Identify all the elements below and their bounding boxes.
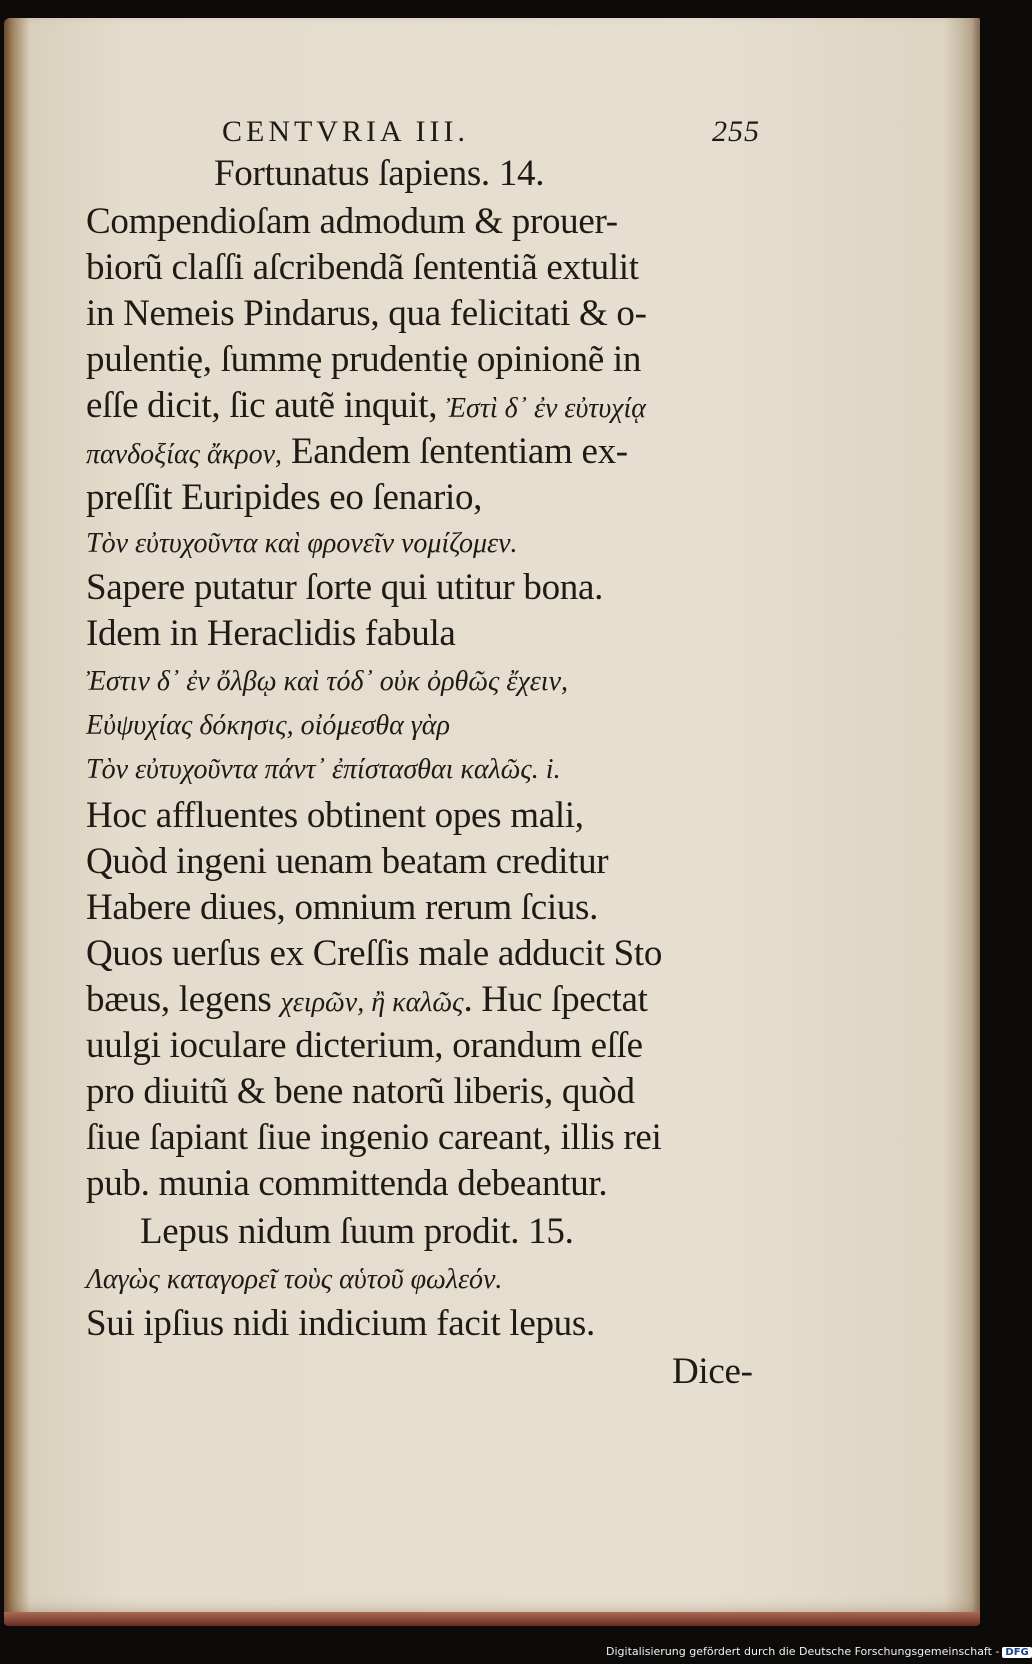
text-line: [86, 384, 646, 431]
text-line: Quos uerſus ex Creſſis male adducit Sto: [86, 933, 663, 974]
text-line: Habere diues, omnium rerum ſcius.: [86, 887, 599, 928]
greek-text: Ἐστὶ δ᾽ ἐν εὐτυχίᾳ: [446, 393, 646, 424]
greek-proverb: Λαγὼς καταγορεῖ τοὺς αὑτοῦ φωλεόν.: [86, 1264, 503, 1295]
running-title: CENTVRIA III.: [222, 115, 469, 148]
latin-text: eſſe dicit, ſic autẽ inquit,: [86, 385, 438, 426]
text-line: Sapere putatur ſorte qui utitur bona.: [86, 567, 604, 608]
text-line: Compendioſam admodum & prouer-: [86, 201, 618, 242]
catchword: Dice-: [672, 1351, 753, 1392]
latin-text: . Huc ſpectat: [463, 979, 648, 1020]
greek-text: πανδοξίας ἄκρον,: [86, 439, 282, 470]
text-line: biorũ claſſi aſcribendã ſententiã extulit: [86, 247, 639, 288]
digitization-credit: [606, 1645, 1029, 1658]
text-line: pro diuitũ & bene natorũ liberis, quòd: [86, 1071, 635, 1112]
text-line: pulentię, ſummę prudentię opinionẽ in: [86, 339, 642, 380]
dfg-logo: DFG: [1002, 1647, 1031, 1658]
text-line: [86, 978, 648, 1025]
page-number: 255: [712, 115, 760, 148]
text-line: pub. munia committenda debeantur.: [86, 1163, 608, 1204]
greek-verse: Εὐψυχίας δόκησις, οἰόμεσθα γὰρ: [86, 710, 450, 741]
latin-text: bæus, legens: [86, 979, 272, 1020]
text-line: uulgi ioculare dicterium, orandum eſſe: [86, 1025, 643, 1066]
greek-verse: Τὸν εὐτυχοῦντα καὶ φρονεῖν νομίζομεν.: [86, 528, 518, 559]
latin-text: Eandem ſententiam ex-: [290, 431, 628, 472]
text-line: [86, 430, 628, 477]
section-heading-15: Lepus nidum ſuum prodit. 15.: [140, 1211, 574, 1252]
greek-text: χειρῶν, ἢ καλῶς: [280, 987, 464, 1018]
section-heading-14: Fortunatus ſapiens. 14.: [214, 153, 545, 194]
greek-verse: Ἐστιν δ᾽ ἐν ὄλβῳ καὶ τόδ᾽ οὐκ ὀρθῶς ἔχειν,: [86, 666, 569, 697]
text-line: Sui ipſius nidi indicium facit lepus.: [86, 1303, 595, 1344]
text-line: ſiue ſapiant ſiue ingenio careant, illis rei: [86, 1117, 662, 1158]
text-line: Hoc affluentes obtinent opes mali,: [86, 795, 584, 836]
greek-verse: Τὸν εὐτυχοῦντα πάντ᾽ ἐπίστασθαι καλῶς. i.: [86, 754, 561, 785]
text-line: in Nemeis Pindarus, qua felicitati & o-: [86, 293, 647, 334]
credit-text: Digitalisierung gefördert durch die Deutsche Forschungsgemeinschaft -: [606, 1645, 1000, 1658]
text-line: Idem in Heraclidis fabula: [86, 613, 456, 654]
text-line: preſſit Euripides eo ſenario,: [86, 477, 483, 518]
text-line: Quòd ingeni uenam beatam creditur: [86, 841, 609, 882]
